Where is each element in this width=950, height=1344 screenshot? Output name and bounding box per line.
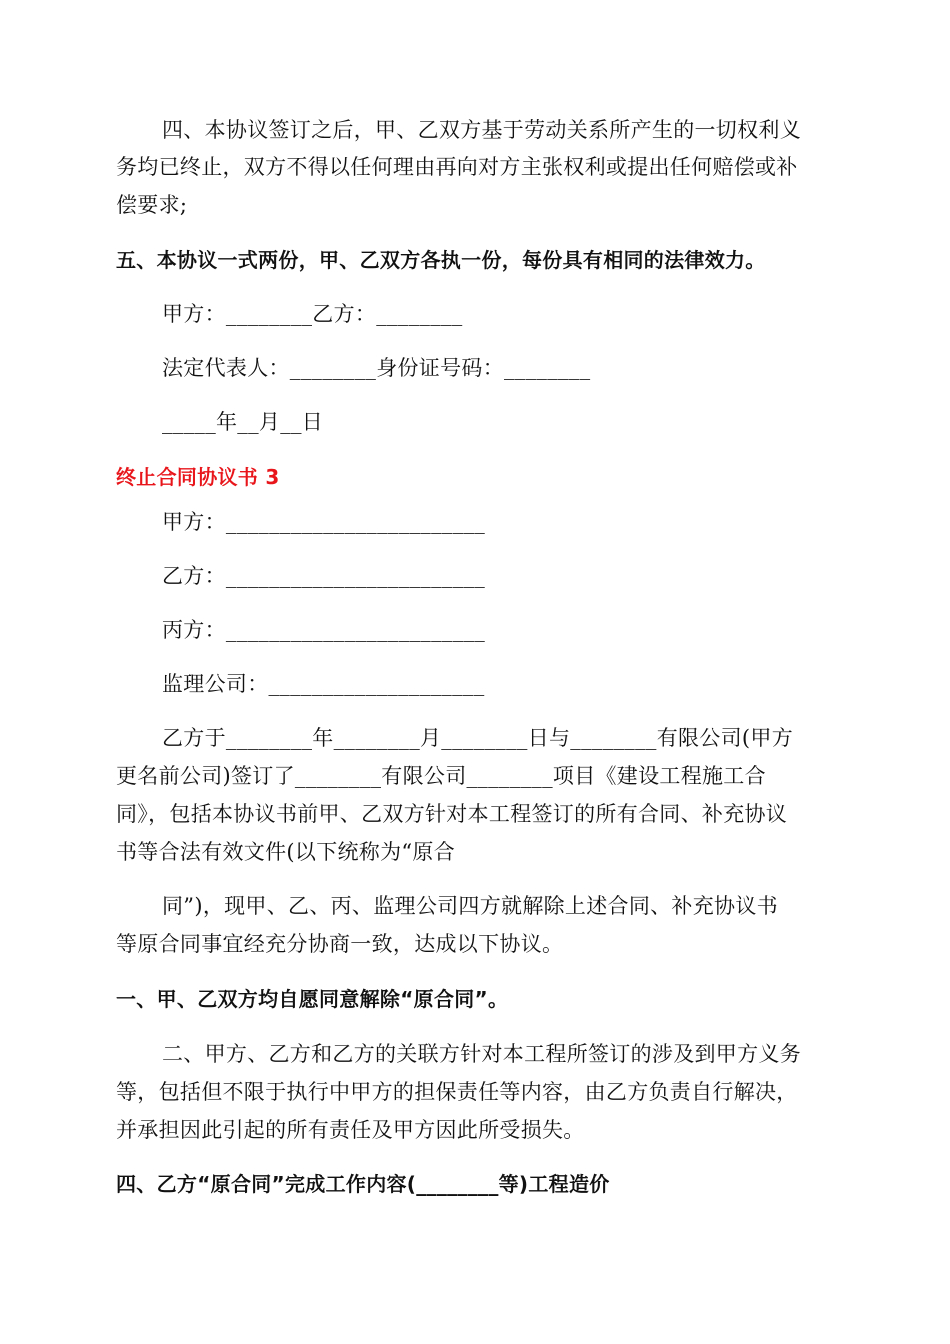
clause-2-line-3: 并承担因此引起的所有责任及甲方因此所受损失。 (116, 1118, 585, 1142)
party-c-line: 丙方：________________________ (162, 618, 486, 642)
intro-line-3: 同》，包括本协议书前甲、乙双方针对本工程签订的所有合同、补充协议 (116, 802, 788, 826)
intro-line-4: 书等合法有效文件(以下统称为“原合 (116, 840, 456, 864)
intro-line-5: 同”)，现甲、乙、丙、监理公司四方就解除上述合同、补充协议书 (162, 894, 778, 918)
clause-2-line-2: 等，包括但不限于执行中甲方的担保责任等内容，由乙方负责自行解决， (116, 1080, 798, 1104)
supervisor-line: 监理公司：____________________ (162, 672, 485, 696)
party-a-line: 甲方：________________________ (162, 510, 486, 534)
clause-2-line-1: 二、甲方、乙方和乙方的关联方针对本工程所签订的涉及到甲方义务 (162, 1042, 801, 1066)
clause-4: 四、乙方“原合同”完成工作内容(________等)工程造价 (116, 1172, 610, 1196)
clause-1: 一、甲、乙双方均自愿同意解除“原合同”。 (116, 987, 509, 1011)
clause-5-prev: 五、本协议一式两份，甲、乙双方各执一份，每份具有相同的法律效力。 (116, 248, 766, 272)
signature-representative: 法定代表人：________身份证号码：________ (162, 356, 591, 380)
party-b-line: 乙方：________________________ (162, 564, 486, 588)
clause-4-prev-line-3: 偿要求; (116, 193, 188, 217)
intro-line-1: 乙方于________年________月________日与________有限公司(甲方 (162, 726, 793, 750)
signature-parties: 甲方：________乙方：________ (162, 302, 463, 326)
signature-date: _____年__月__日 (162, 410, 324, 434)
intro-line-2: 更名前公司)签订了________有限公司________项目《建设工程施工合 (116, 764, 766, 788)
clause-4-prev-line-1: 四、本协议签订之后，甲、乙双方基于劳动关系所产生的一切权利义 (162, 118, 801, 142)
clause-4-prev-line-2: 务均已终止，双方不得以任何理由再向对方主张权利或提出任何赔偿或补 (116, 155, 798, 179)
intro-line-6: 等原合同事宜经充分协商一致，达成以下协议。 (116, 932, 564, 956)
section-title: 终止合同协议书 3 (116, 465, 280, 489)
